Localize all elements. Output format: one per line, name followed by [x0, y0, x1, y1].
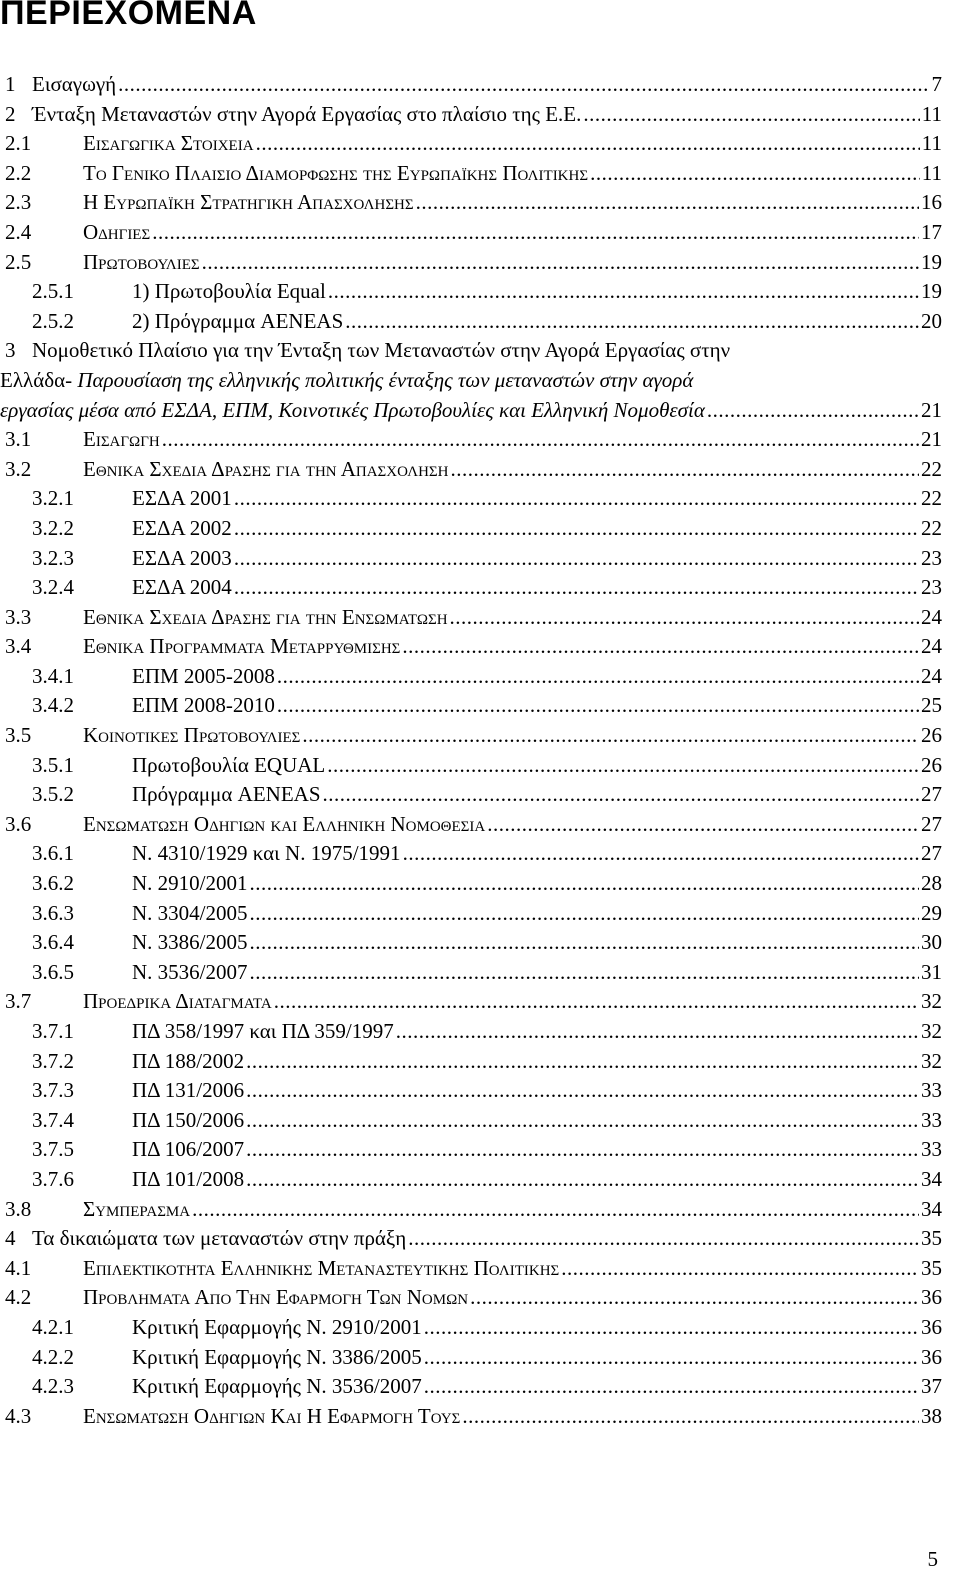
toc-entry[interactable] [0, 721, 942, 751]
toc-entry-number: 4.2.1 [32, 1314, 74, 1339]
toc-entry[interactable] [0, 425, 942, 455]
toc-dot-leader [192, 1195, 919, 1225]
toc-entry-title: Ένταξη Μεταναστών στην Αγορά Εργασίας στο πλαίσιο της Ε.Ε. [32, 101, 582, 126]
toc-entry[interactable] [0, 1047, 942, 1077]
toc-entry-page: 24 [921, 604, 942, 629]
toc-entry-page: 31 [921, 959, 942, 984]
toc-entry-title: ΕΠΜ 2008-2010 [132, 693, 275, 718]
toc-entry-page: 22 [921, 486, 942, 511]
toc-entry-number: 3.6 [5, 811, 32, 836]
toc-dot-leader [250, 899, 920, 929]
toc-dot-leader [583, 100, 919, 130]
toc-entry[interactable] [0, 129, 942, 159]
table-of-contents [0, 70, 942, 1431]
toc-entry[interactable] [0, 277, 942, 307]
toc-entry-title: Προεδρικα Διαταγματα [83, 989, 272, 1014]
toc-entry-title: Εισαγωγη [83, 427, 160, 452]
toc-entry-title: Ενσωματωση Οδηγιων και Ελληνικη Νομοθεσια [83, 811, 486, 836]
toc-entry-title: ΠΔ 358/1997 και ΠΔ 359/1997 [132, 1019, 394, 1043]
toc-entry[interactable] [0, 691, 942, 721]
toc-entry-number: 3.7.1 [32, 1019, 74, 1043]
toc-entry[interactable] [0, 1402, 942, 1432]
toc-entry-number: 3.7.6 [32, 1166, 74, 1191]
toc-dot-leader [152, 218, 919, 248]
toc-entry-number: 3 [5, 338, 16, 363]
toc-entry-page: 25 [921, 693, 942, 718]
toc-entry[interactable] [0, 958, 942, 988]
toc-entry-title: 2) Πρόγραμμα AENEAS [132, 308, 344, 333]
toc-entry[interactable] [0, 1313, 942, 1343]
toc-entry-number: 3.8 [5, 1196, 32, 1221]
toc-entry-number: 3.4 [5, 634, 32, 659]
toc-entry-title: Εισαγωγή [32, 72, 117, 96]
toc-dot-leader [277, 662, 919, 692]
toc-entry[interactable] [0, 336, 942, 425]
toc-entry-title: Ν. 3386/2005 [132, 930, 248, 955]
toc-entry[interactable] [0, 603, 942, 633]
toc-entry-title: ΕΣΔΑ 2001 [132, 486, 232, 511]
toc-entry-title: ΕΣΔΑ 2003 [132, 545, 232, 570]
toc-entry[interactable] [0, 1283, 942, 1313]
toc-entry[interactable] [0, 573, 942, 603]
toc-entry-page: 27 [921, 782, 942, 807]
toc-entry-page: 33 [921, 1137, 942, 1162]
toc-dot-leader [256, 129, 920, 159]
toc-dot-leader [302, 721, 919, 751]
toc-entry[interactable] [0, 70, 942, 100]
toc-entry-title: Συμπερασμα [83, 1196, 191, 1221]
toc-entry-page: 36 [921, 1314, 942, 1339]
toc-entry-number: 4.2 [5, 1285, 32, 1310]
toc-entry-title: Ενσωματωση Οδηγιων Και Η Εφαρμογη Τους [83, 1403, 461, 1428]
page-title: ΠΕΡΙΕΧΟΜΕΝΑ [0, 0, 257, 32]
toc-entry-title: Τα δικαιώματα των μεταναστών στην πράξη [32, 1226, 407, 1251]
toc-entry-number: 3.7.4 [32, 1107, 74, 1132]
toc-entry[interactable] [0, 1017, 942, 1047]
toc-dot-leader [327, 751, 919, 781]
toc-entry[interactable] [0, 514, 942, 544]
toc-entry-page: 22 [921, 456, 942, 481]
toc-entry[interactable] [0, 1224, 942, 1254]
toc-dot-leader [424, 1343, 919, 1373]
toc-dot-leader [246, 1106, 919, 1136]
toc-entry-page: 36 [921, 1285, 942, 1310]
toc-entry-title: 1) Πρωτοβουλία Equal [132, 279, 326, 304]
toc-dot-leader [234, 573, 919, 603]
toc-entry-page: 11 [921, 131, 942, 156]
toc-entry[interactable] [0, 1195, 942, 1225]
toc-entry-title: Ν. 4310/1929 και Ν. 1975/1991 [132, 841, 401, 866]
toc-entry-page: 37 [921, 1374, 942, 1399]
toc-entry[interactable] [0, 544, 942, 574]
toc-dot-leader [274, 987, 919, 1017]
toc-entry-number: 3.6.3 [32, 900, 74, 925]
toc-entry-title: ΠΔ 106/2007 [132, 1137, 245, 1162]
toc-entry-number: 3.5.2 [32, 782, 74, 807]
toc-entry-page: 26 [921, 752, 942, 777]
toc-dot-leader [246, 1165, 919, 1195]
toc-dot-leader [246, 1076, 919, 1106]
toc-entry[interactable] [0, 188, 942, 218]
toc-dot-leader [234, 484, 919, 514]
toc-entry-title: ΕΣΔΑ 2002 [132, 515, 232, 540]
toc-entry-number: 3.7 [5, 989, 32, 1014]
toc-dot-leader [234, 544, 919, 574]
toc-entry[interactable] [0, 1106, 942, 1136]
toc-entry-title-line1: Νομοθετικό Πλαίσιο για την Ένταξη των Μεταναστών στην Αγορά Εργασίας στην [32, 338, 731, 363]
toc-entry-title: Ν. 2910/2001 [132, 871, 248, 896]
toc-entry-number: 3.5.1 [32, 752, 74, 777]
toc-entry[interactable] [0, 780, 942, 810]
toc-entry-page: 11 [921, 101, 942, 126]
toc-entry-number: 2.5 [5, 249, 32, 274]
toc-entry[interactable] [0, 484, 942, 514]
toc-entry-page: 11 [921, 160, 942, 185]
toc-entry-page: 32 [921, 989, 942, 1014]
toc-entry[interactable] [0, 1165, 942, 1195]
toc-dot-leader [402, 632, 919, 662]
toc-dot-leader [345, 307, 919, 337]
toc-entry-number: 4.2.2 [32, 1344, 74, 1369]
toc-entry-number: 3.2.1 [32, 486, 74, 511]
toc-dot-leader [162, 425, 919, 455]
toc-entry-title: Προβληματα Απο Την Εφαρμογη Των Νομων [83, 1285, 469, 1310]
toc-dot-leader [451, 455, 920, 485]
toc-entry-page: 21 [921, 427, 942, 452]
toc-dot-leader [707, 396, 919, 426]
toc-entry-number: 3.1 [5, 427, 32, 452]
toc-entry-page: 33 [921, 1078, 942, 1103]
toc-dot-leader [246, 1135, 919, 1165]
toc-entry-title: Επιλεκτικοτητα Ελληνικης Μεταναστευτικης Πολιτικης [83, 1255, 560, 1280]
toc-entry-title: Εισαγωγικα Στοιχεια [83, 131, 254, 156]
toc-entry-number: 3.6.5 [32, 959, 74, 984]
toc-dot-leader [590, 159, 920, 189]
toc-entry-title: Κριτική Εφαρμογής Ν. 3386/2005 [132, 1344, 422, 1369]
toc-entry-page: 30 [921, 930, 942, 955]
toc-entry-title-line2a: Ελλάδα- [0, 367, 78, 392]
toc-dot-leader [118, 70, 929, 100]
toc-entry-title: Κοινοτικες Πρωτοβουλιες [83, 723, 301, 748]
toc-dot-leader [561, 1254, 919, 1284]
toc-entry-page: 34 [921, 1166, 942, 1191]
toc-entry-title: Το Γενικο Πλαισιο Διαμορφωσης της Ευρωπαϊκης Πολιτικης [83, 160, 589, 185]
toc-entry-page: 20 [921, 308, 942, 333]
toc-entry-number: 3.2 [5, 456, 32, 481]
toc-entry-page: 26 [921, 723, 942, 748]
toc-entry-title: Ν. 3536/2007 [132, 959, 248, 984]
toc-entry-page: 16 [921, 190, 942, 215]
toc-entry-page: 24 [921, 634, 942, 659]
toc-entry[interactable] [0, 987, 942, 1017]
toc-entry-title: Εθνικα Προγραμματα Μεταρρυθμισης [83, 634, 401, 659]
toc-entry-title: ΠΔ 101/2008 [132, 1166, 245, 1191]
toc-entry-number: 3.6.1 [32, 841, 74, 866]
page-number: 5 [927, 1547, 938, 1571]
toc-entry[interactable] [0, 869, 942, 899]
toc-entry[interactable] [0, 307, 942, 337]
toc-entry-page: 7 [931, 72, 942, 96]
toc-entry-page: 19 [921, 249, 942, 274]
toc-entry-title: Πρωτοβουλία EQUAL [132, 752, 326, 777]
toc-entry[interactable] [0, 100, 942, 130]
toc-entry[interactable] [0, 1076, 942, 1106]
toc-entry-page: 22 [921, 515, 942, 540]
toc-entry-title: Ν. 3304/2005 [132, 900, 248, 925]
toc-entry[interactable] [0, 928, 942, 958]
toc-entry-number: 2.4 [5, 219, 32, 244]
toc-entry-title: Πρωτοβουλιες [83, 249, 200, 274]
toc-entry-title: Εθνικα Σχεδια Δρασης για την Ενσωματωση [83, 604, 448, 629]
toc-entry-number: 4.3 [5, 1403, 32, 1428]
toc-dot-leader [416, 188, 919, 218]
toc-entry-page: 35 [921, 1226, 942, 1251]
toc-entry-number: 3.6.4 [32, 930, 74, 955]
toc-dot-leader [234, 514, 919, 544]
toc-entry-page: 17 [921, 219, 942, 244]
toc-dot-leader [323, 780, 919, 810]
toc-entry[interactable] [0, 632, 942, 662]
toc-entry[interactable] [0, 662, 942, 692]
toc-dot-leader [424, 1372, 919, 1402]
toc-entry-number: 3.4.1 [32, 663, 74, 688]
toc-entry-page: 29 [921, 900, 942, 925]
toc-entry-title-line3: εργασίας μέσα από ΕΣΔΑ, ΕΠΜ, Κοινοτικές Πρωτοβουλίες και Ελληνική Νομοθεσία [0, 397, 705, 422]
toc-entry-number: 3.7.5 [32, 1137, 74, 1162]
toc-entry-number: 4.1 [5, 1255, 32, 1280]
toc-dot-leader [450, 603, 919, 633]
toc-entry[interactable] [0, 1254, 942, 1284]
toc-entry[interactable] [0, 1135, 942, 1165]
toc-dot-leader [424, 1313, 919, 1343]
toc-entry[interactable] [0, 218, 942, 248]
toc-entry-page: 34 [921, 1196, 942, 1221]
toc-entry-title: ΕΠΜ 2005-2008 [132, 663, 275, 688]
toc-entry-page: 36 [921, 1344, 942, 1369]
toc-entry-number: 3.3 [5, 604, 32, 629]
toc-dot-leader [462, 1402, 919, 1432]
toc-entry-page: 35 [921, 1255, 942, 1280]
toc-entry-title: Εθνικα Σχεδια Δρασης για την Απασχοληση [83, 456, 449, 481]
toc-dot-leader [277, 691, 919, 721]
toc-entry-title: ΕΣΔΑ 2004 [132, 575, 232, 600]
toc-dot-leader [202, 248, 919, 278]
toc-dot-leader [408, 1224, 919, 1254]
toc-entry-number: 3.7.2 [32, 1048, 74, 1073]
toc-entry-page: 32 [921, 1048, 942, 1073]
toc-entry[interactable] [0, 839, 942, 869]
toc-entry[interactable] [0, 899, 942, 929]
toc-entry-page: 23 [921, 575, 942, 600]
toc-entry-number: 2.3 [5, 190, 32, 215]
toc-entry-page: 38 [921, 1403, 942, 1428]
toc-entry-number: 3.2.2 [32, 515, 74, 540]
toc-entry-title: ΠΔ 131/2006 [132, 1078, 245, 1103]
toc-entry-title: Η Ευρωπαϊκη Στρατηγικη Απασχολησης [83, 190, 414, 215]
toc-dot-leader [470, 1283, 919, 1313]
toc-entry-title-line2b: Παρουσίαση της ελληνικής πολιτικής ένταξης των μεταναστών στην αγορά [77, 367, 694, 392]
toc-entry[interactable] [0, 1343, 942, 1373]
toc-entry-page: 24 [921, 663, 942, 688]
toc-entry-title: ΠΔ 150/2006 [132, 1107, 245, 1132]
toc-entry-page: 19 [921, 279, 942, 304]
toc-entry[interactable] [0, 751, 942, 781]
toc-dot-leader [403, 839, 919, 869]
toc-entry-page: 28 [921, 871, 942, 896]
toc-dot-leader [328, 277, 919, 307]
toc-dot-leader [487, 810, 919, 840]
toc-entry-title: Κριτική Εφαρμογής Ν. 3536/2007 [132, 1374, 422, 1399]
toc-entry-number: 4.2.3 [32, 1374, 74, 1399]
toc-entry-title: ΠΔ 188/2002 [132, 1048, 245, 1073]
toc-entry[interactable] [0, 810, 942, 840]
toc-entry-number: 2 [5, 101, 16, 126]
toc-entry-number: 3.2.3 [32, 545, 74, 570]
toc-entry-number: 3.7.3 [32, 1078, 74, 1103]
toc-dot-leader [250, 958, 920, 988]
toc-dot-leader [396, 1017, 919, 1047]
toc-entry-page: 23 [921, 545, 942, 570]
toc-entry-number: 2.1 [5, 131, 32, 156]
toc-dot-leader [246, 1047, 919, 1077]
toc-entry-title: Οδηγιες [83, 219, 151, 244]
toc-entry-number: 1 [5, 72, 16, 96]
toc-dot-leader [250, 928, 920, 958]
toc-entry-page: 27 [921, 811, 942, 836]
toc-entry-number: 2.5.2 [32, 308, 74, 333]
toc-entry-title: Κριτική Εφαρμογής Ν. 2910/2001 [132, 1314, 422, 1339]
toc-entry[interactable] [0, 455, 942, 485]
toc-entry[interactable] [0, 159, 942, 189]
toc-entry-number: 3.6.2 [32, 871, 74, 896]
toc-entry-page: 33 [921, 1107, 942, 1132]
toc-entry-number: 2.5.1 [32, 279, 74, 304]
toc-entry-number: 2.2 [5, 160, 32, 185]
toc-entry[interactable] [0, 1372, 942, 1402]
toc-entry-number: 4 [5, 1226, 16, 1251]
toc-entry-page: 27 [921, 841, 942, 866]
toc-entry-number: 3.2.4 [32, 575, 74, 600]
toc-entry-page: 21 [921, 397, 942, 422]
toc-entry[interactable] [0, 248, 942, 278]
toc-entry-title: Πρόγραμμα AENEAS [132, 782, 321, 807]
toc-entry-number: 3.5 [5, 723, 32, 748]
toc-entry-number: 3.4.2 [32, 693, 74, 718]
toc-entry-page: 32 [921, 1019, 942, 1043]
toc-dot-leader [250, 869, 920, 899]
